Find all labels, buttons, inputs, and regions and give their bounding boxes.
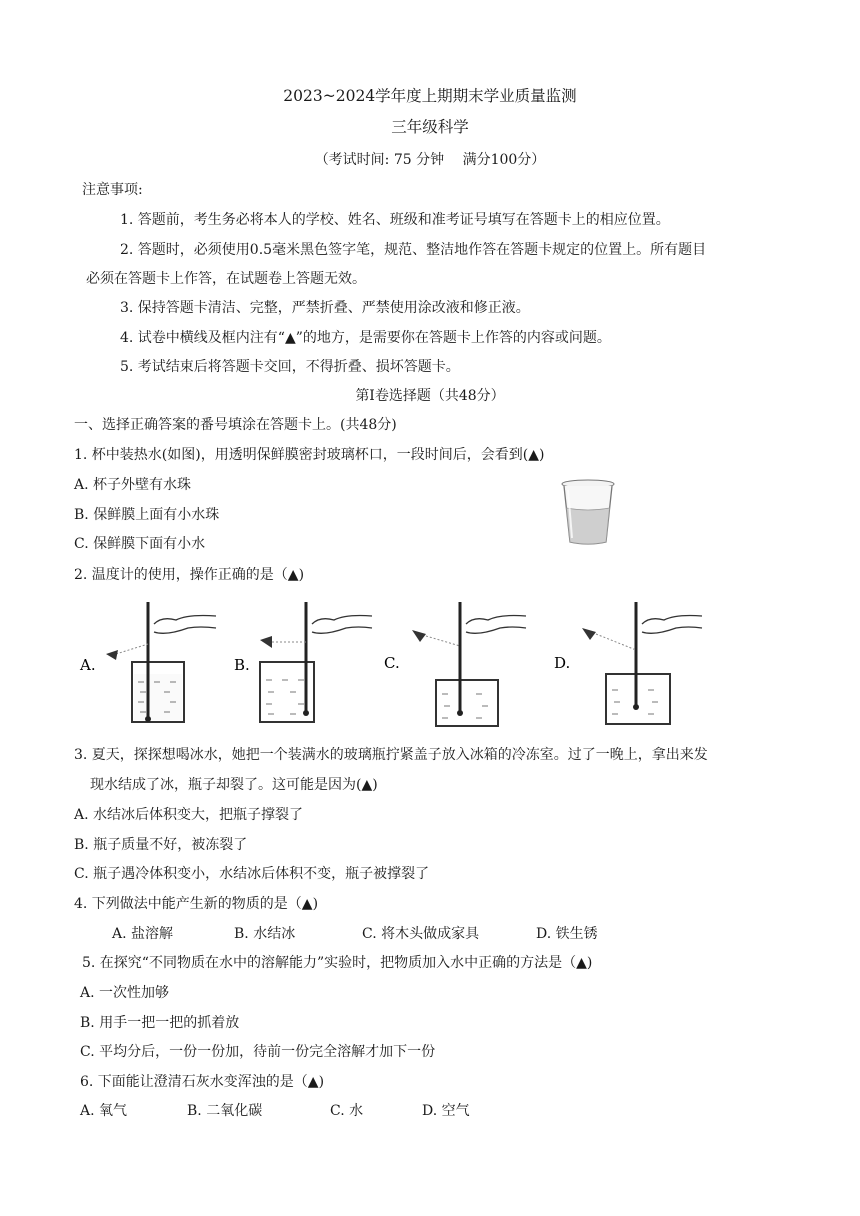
option-b-figure [234, 602, 372, 722]
section-instruction: 一、选择正确答案的番号填涂在答题卡上。(共48分) [74, 417, 397, 433]
exam-info: （考试时间: 75 分钟 满分100分） [314, 152, 546, 168]
glass-of-water-figure [556, 474, 620, 548]
option-a-figure [79, 602, 216, 722]
q6-option-d: D. 空气 [422, 1103, 470, 1119]
notice-item-2-cont: 必须在答题卡上作答，在试题卷上答题无效。 [86, 271, 366, 287]
option-c-figure [384, 602, 526, 726]
q5-stem: 5. 在探究“不同物质在水中的溶解能力”实验时，把物质加入水中正确的方法是（▲) [82, 955, 593, 971]
q3-option-b: B. 瓶子质量不好，被冻裂了 [74, 837, 248, 853]
q3-stem-line2: 现水结成了冰，瓶子却裂了。这可能是因为(▲) [90, 777, 378, 793]
notice-item-1: 1. 答题前，考生务必将本人的学校、姓名、班级和准考证号填写在答题卡上的相应位置。 [120, 212, 670, 228]
q2-stem: 2. 温度计的使用，操作正确的是（▲) [74, 567, 305, 583]
figure-label-c: C. [384, 654, 400, 672]
notice-item-2: 2. 答题时，必须使用0.5毫米黑色签字笔，规范、整洁地作答在答题卡规定的位置上。所有题目 [120, 242, 707, 258]
q1-option-a: A. 杯子外壁有水珠 [74, 477, 192, 493]
notice-item-3: 3. 保持答题卡清洁、完整，严禁折叠、严禁使用涂改液和修正液。 [120, 300, 530, 316]
q5-option-b: B. 用手一把一把的抓着放 [80, 1015, 240, 1031]
figure-label-b: B. [234, 656, 250, 674]
q3-option-c: C. 瓶子遇冷体积变小，水结冰后体积不变，瓶子被撑裂了 [74, 866, 430, 882]
notice-item-4: 4. 试卷中横线及框内注有“▲”的地方，是需要你在答题卡上作答的内容或问题。 [120, 330, 611, 346]
option-d-figure [554, 602, 702, 724]
q1-stem: 1. 杯中装热水(如图)，用透明保鲜膜密封玻璃杯口，一段时间后，会看到(▲) [74, 447, 545, 463]
q4-option-d: D. 铁生锈 [536, 926, 598, 942]
q6-stem: 6. 下面能让澄清石灰水变浑浊的是（▲) [80, 1074, 325, 1090]
q4-option-a: A. 盐溶解 [112, 926, 174, 942]
q1-option-b: B. 保鲜膜上面有小水珠 [74, 507, 220, 523]
q5-option-a: A. 一次性加够 [80, 985, 170, 1001]
q6-option-c: C. 水 [330, 1103, 364, 1119]
q4-stem: 4. 下列做法中能产生新的物质的是（▲) [74, 896, 319, 912]
q4-option-c: C. 将木头做成家具 [362, 926, 480, 942]
figure-label-d: D. [554, 654, 571, 672]
notice-heading: 注意事项: [82, 182, 143, 198]
q6-option-b: B. 二氧化碳 [187, 1103, 263, 1119]
exam-title: 2023~2024学年度上期期末学业质量监测 [283, 87, 577, 105]
q6-option-a: A. 氧气 [80, 1103, 128, 1119]
thermometer-options-figure [76, 596, 726, 728]
notice-item-5: 5. 考试结束后将答题卡交回，不得折叠、损坏答题卡。 [120, 359, 460, 375]
q5-option-c: C. 平均分后，一份一份加，待前一份完全溶解才加下一份 [80, 1044, 436, 1060]
figure-label-a: A. [80, 656, 96, 674]
q3-stem-line1: 3. 夏天，探探想喝冰水，她把一个装满水的玻璃瓶拧紧盖子放入冰箱的冷冻室。过了一晚上，拿出来发 [74, 747, 708, 763]
subject-title: 三年级科学 [391, 118, 469, 136]
q3-option-a: A. 水结冰后体积变大，把瓶子撑裂了 [74, 807, 304, 823]
q4-option-b: B. 水结冰 [234, 926, 296, 942]
q1-option-c: C. 保鲜膜下面有小水 [74, 536, 206, 552]
section-title: 第Ⅰ卷选择题（共48分） [355, 388, 505, 404]
